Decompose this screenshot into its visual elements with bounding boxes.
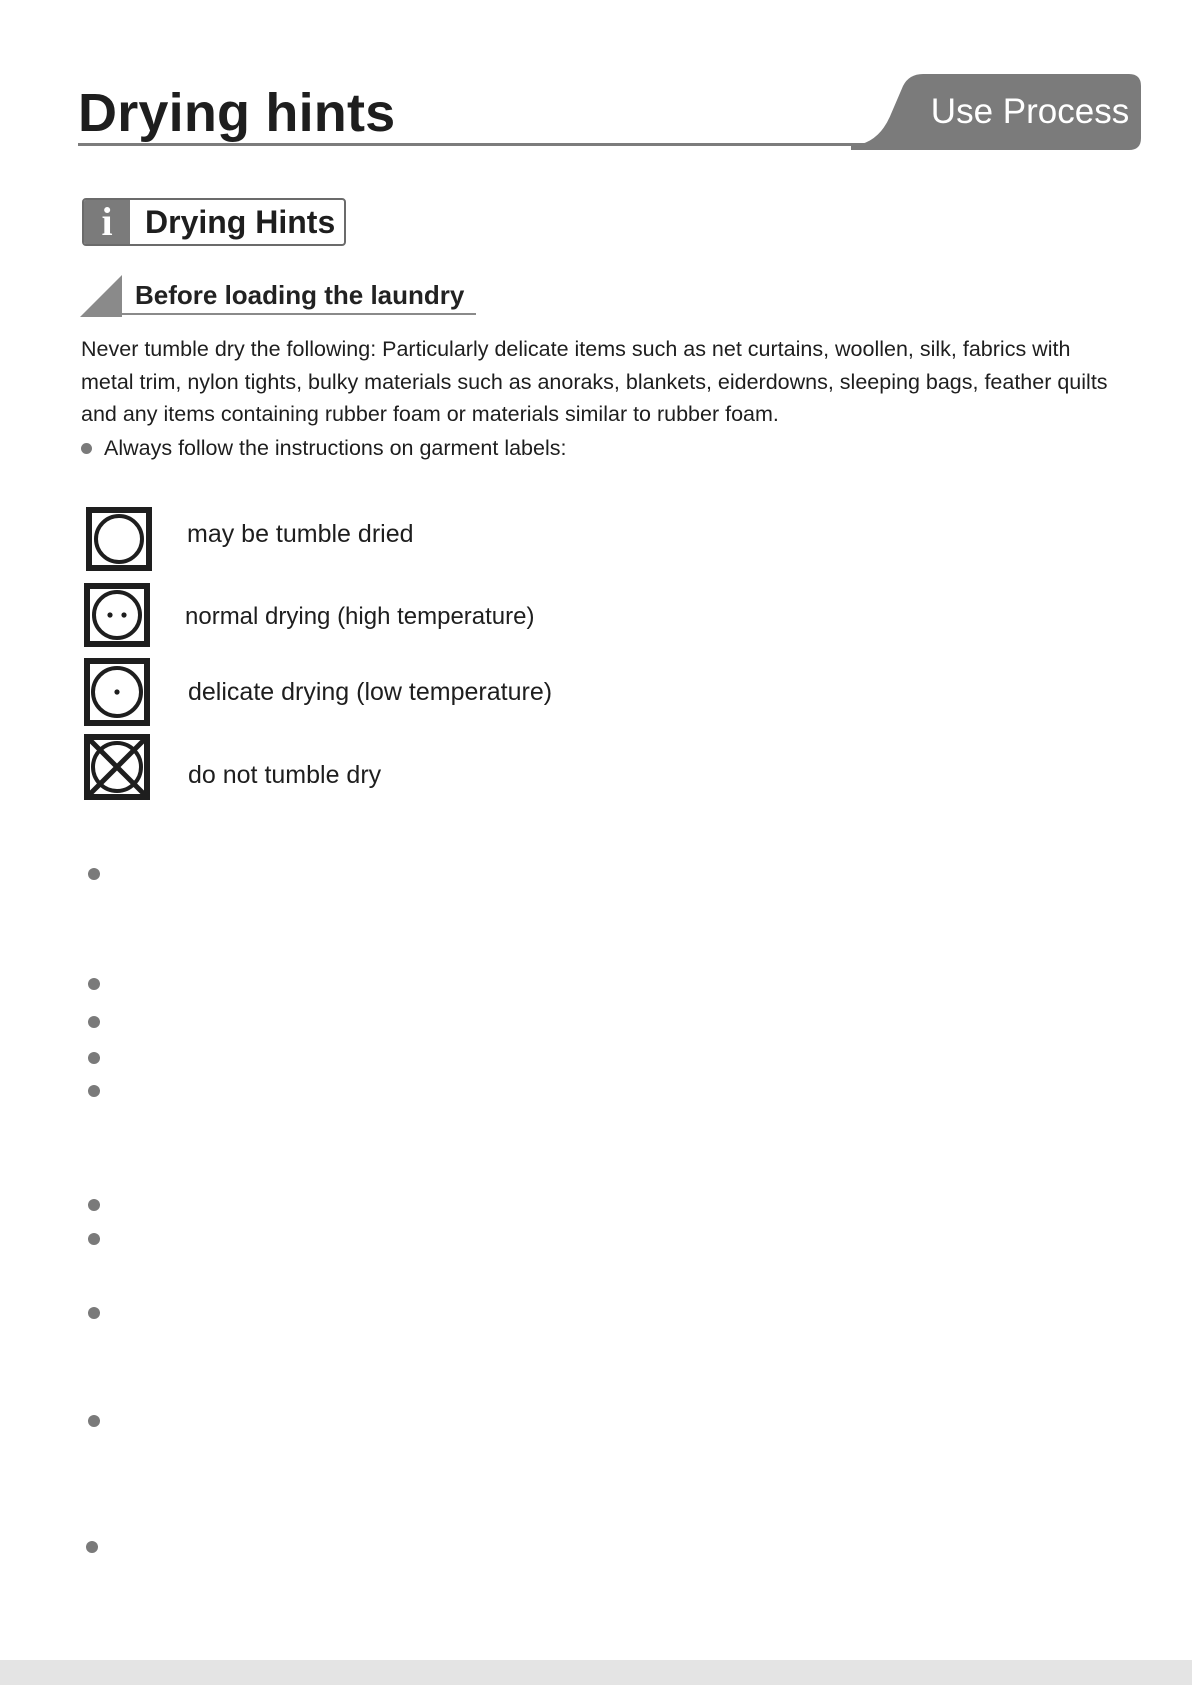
symbol-label: delicate drying (low temperature) — [188, 678, 553, 706]
bullet-dot — [88, 1233, 100, 1245]
subsection-underline — [120, 313, 476, 315]
bullet-dot — [88, 1199, 100, 1211]
bullet-dot — [88, 978, 100, 990]
bullet-dot — [81, 443, 92, 454]
page-footer-strip — [0, 1660, 1192, 1685]
bullet-dot — [88, 1016, 100, 1028]
tumble-dry-low-icon — [84, 658, 150, 726]
info-icon — [84, 200, 130, 244]
page-title: Drying hints — [78, 83, 396, 143]
symbol-label: normal drying (high temperature) — [185, 603, 535, 630]
bullet-dot — [86, 1541, 98, 1553]
tumble-dry-high-icon — [84, 583, 150, 647]
intro-paragraph: Never tumble dry the following: Particularly delicate items such as net curtains, woollen, silk, fabrics with metal trim, nylon tights, bulky materials such as anoraks, blankets, eiderdowns, sleeping bags, feather quilts and any items containing rubber foam or materials similar to rubber foam. — [81, 337, 1108, 426]
triangle-marker-icon — [80, 275, 122, 317]
subsection-heading: Before loading the laundry — [135, 280, 465, 310]
drying-hints-heading — [82, 198, 346, 246]
garment-label-text: Always follow the instructions on garment labels: — [104, 436, 567, 460]
bullet-dot — [88, 1052, 100, 1064]
bullet-dot — [88, 868, 100, 880]
tumble-dry-icon — [86, 507, 152, 571]
page-header — [78, 72, 1141, 152]
garment-label-bullet — [81, 436, 566, 461]
symbol-label: may be tumble dried — [187, 520, 414, 548]
bullet-dot — [88, 1415, 100, 1427]
bullet-dot — [88, 1307, 100, 1319]
symbol-label: do not tumble dry — [188, 761, 382, 789]
drying-hints-label: Drying Hints — [145, 204, 336, 240]
info-icon-glyph: i — [101, 199, 113, 244]
do-not-tumble-dry-icon — [84, 734, 150, 800]
section-tab-label: Use Process — [930, 92, 1130, 131]
bullet-dot — [88, 1085, 100, 1097]
title-underline — [78, 143, 873, 146]
